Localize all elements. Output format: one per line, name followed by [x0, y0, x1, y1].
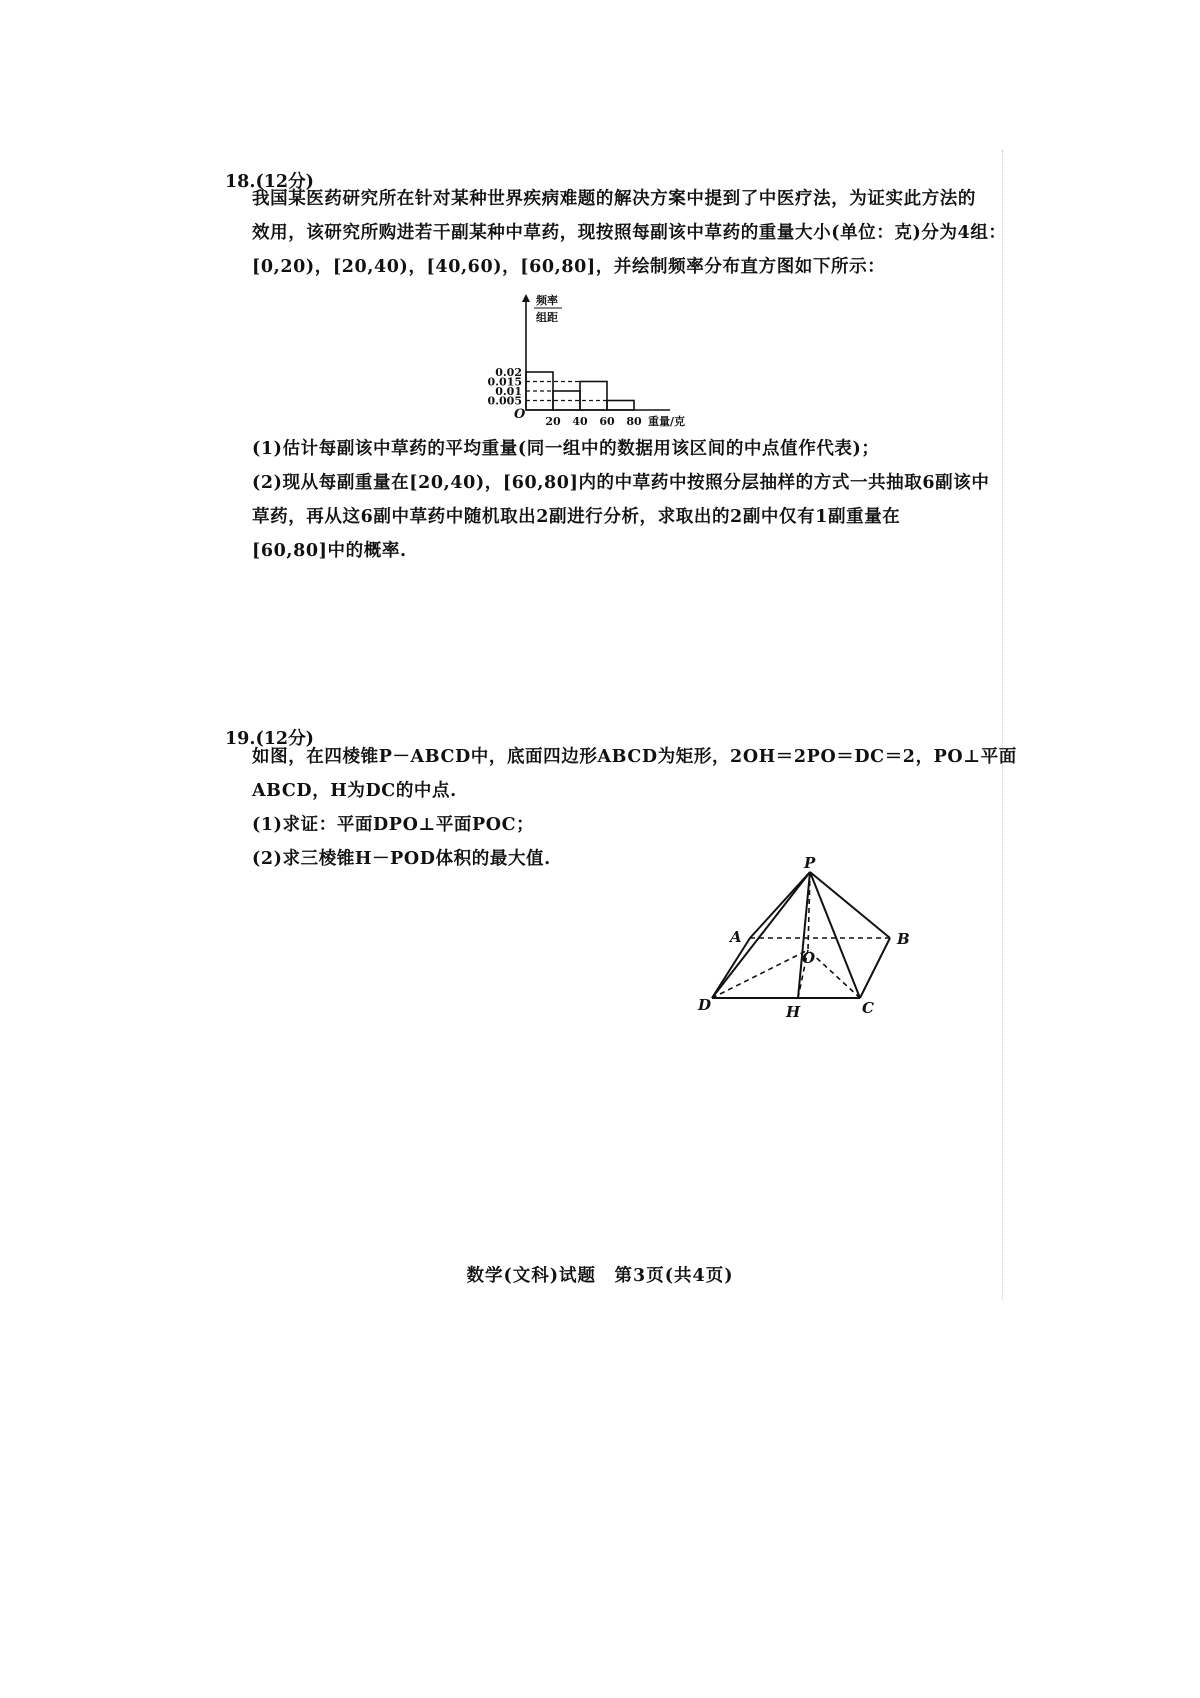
q18-part-2a: (2)现从每副重量在[20,40)，[60,80]内的中草药中按照分层抽样的方式一共抽取6副该中 [252, 473, 990, 493]
label-O: O [802, 949, 816, 967]
y-tick-label: 0.02 [495, 366, 522, 379]
y-axis-arrow [522, 294, 530, 302]
edge-CO [808, 950, 860, 998]
q18-part-1: (1)估计每副该中草药的平均重量(同一组中的数据用该区间的中点值作代表)； [252, 439, 880, 459]
label-D: D [698, 996, 712, 1014]
label-P: P [804, 854, 816, 872]
label-C: C [862, 999, 874, 1017]
q18-line-1: 我国某医药研究所在针对某种世界疾病难题的解决方案中提到了中医疗法，为证实此方法的 [252, 189, 976, 209]
edge-PA [750, 872, 810, 938]
q19-line-2: ABCD，H为DC的中点. [252, 781, 457, 801]
frequency-histogram [470, 292, 710, 432]
page-footer: 数学(文科)试题 第3页(共4页) [466, 1266, 734, 1286]
histogram-labels [488, 293, 685, 428]
q18-part-2c: [60,80]中的概率. [252, 541, 407, 561]
question-18-header: 18.(12分) [225, 172, 314, 192]
q19-part-1: (1)求证：平面DPO⊥平面POC； [252, 815, 535, 835]
pyramid-figure [690, 850, 930, 1030]
histogram-bar [580, 382, 607, 411]
origin-label: O [514, 407, 526, 422]
question-18-parts [252, 432, 992, 568]
edge-BC [860, 938, 890, 998]
q18-line-2: 效用，该研究所购进若干副某种中草药，现按照每副该中草药的重量大小(单位：克)分为4组： [252, 223, 1007, 243]
q18-part-2b: 草药，再从这6副中草药中随机取出2副进行分析，求取出的2副中仅有1副重量在 [252, 507, 901, 527]
q19-part-2: (2)求三棱锥H－POD体积的最大值. [252, 849, 551, 869]
edge-PD [712, 872, 810, 998]
y-tick-label: 0.005 [487, 394, 522, 408]
scan-edge [1002, 150, 1003, 1300]
label-A: A [730, 928, 742, 946]
x-tick-label: 40 [572, 415, 588, 428]
edge-PC [810, 872, 860, 998]
label-H: H [786, 1003, 801, 1021]
q18-line-3: [0,20)，[20,40)，[40,60)，[60,80]，并绘制频率分布直方图如下所示： [252, 257, 886, 277]
question-18-stem [252, 182, 1007, 284]
q19-line-1: 如图，在四棱锥P－ABCD中，底面四边形ABCD为矩形，2OH＝2PO＝DC＝2，PO⊥平面 [252, 747, 1017, 767]
y-label-top: 频率 [536, 294, 558, 307]
x-axis-label: 重量/克 [648, 415, 686, 428]
label-B: B [897, 930, 910, 948]
x-tick-label: 80 [626, 415, 642, 428]
y-tick-label: 0.01 [495, 385, 522, 398]
y-label-bottom: 组距 [536, 311, 558, 324]
y-tick-label: 0.015 [487, 375, 522, 389]
x-tick-label: 20 [545, 415, 561, 428]
edge-PB [810, 872, 890, 938]
x-tick-label: 60 [599, 415, 615, 428]
histogram-bar [607, 401, 634, 411]
question-19-header: 19.(12分) [225, 729, 314, 749]
